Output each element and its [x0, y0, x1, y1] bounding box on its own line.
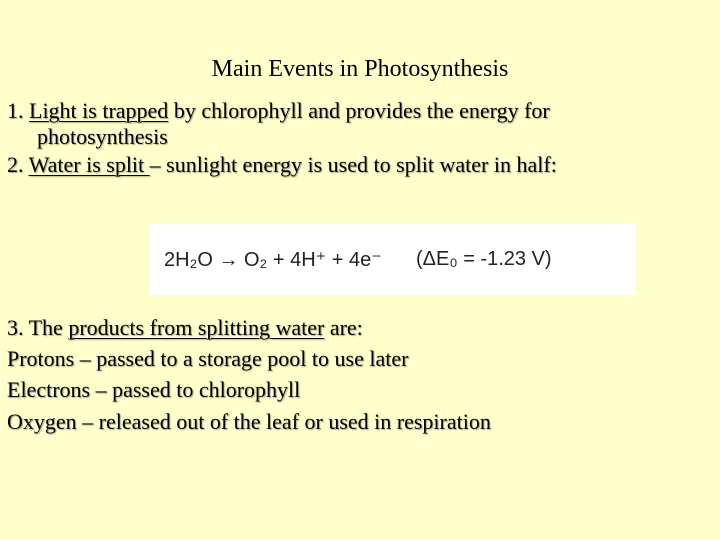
item-3-underlined: products from splitting water	[68, 315, 325, 340]
item-2-number: 2.	[7, 152, 24, 177]
equation-potential: (ΔE₀ = -1.23 V)	[416, 248, 552, 270]
equation-reaction: 2H₂O → O₂ + 4H⁺ + 4e⁻	[164, 249, 382, 271]
product-oxygen: Oxygen – released out of the leaf or used in respiration	[7, 409, 491, 434]
slide-title: Main Events in Photosynthesis	[211, 56, 509, 82]
equation-image	[150, 224, 636, 295]
item-2-text: – sunlight energy is used to split water in half:	[149, 152, 557, 177]
item-1	[7, 98, 550, 124]
item-2	[7, 152, 557, 178]
item-1-text: by chlorophyll and provides the energy for	[168, 98, 550, 123]
item-1-underlined: Light is trapped	[29, 98, 169, 123]
item-3-prefix: The	[23, 315, 69, 340]
item-1-number: 1.	[7, 98, 24, 123]
item-2-underlined: Water is split	[28, 152, 150, 177]
product-electrons: Electrons – passed to chlorophyll	[7, 377, 301, 402]
item-3	[7, 315, 363, 341]
product-protons: Protons – passed to a storage pool to use later	[7, 346, 409, 371]
item-3-text: are:	[324, 315, 363, 340]
item-3-number: 3.	[7, 315, 24, 340]
item-1-continuation: photosynthesis	[37, 124, 168, 149]
